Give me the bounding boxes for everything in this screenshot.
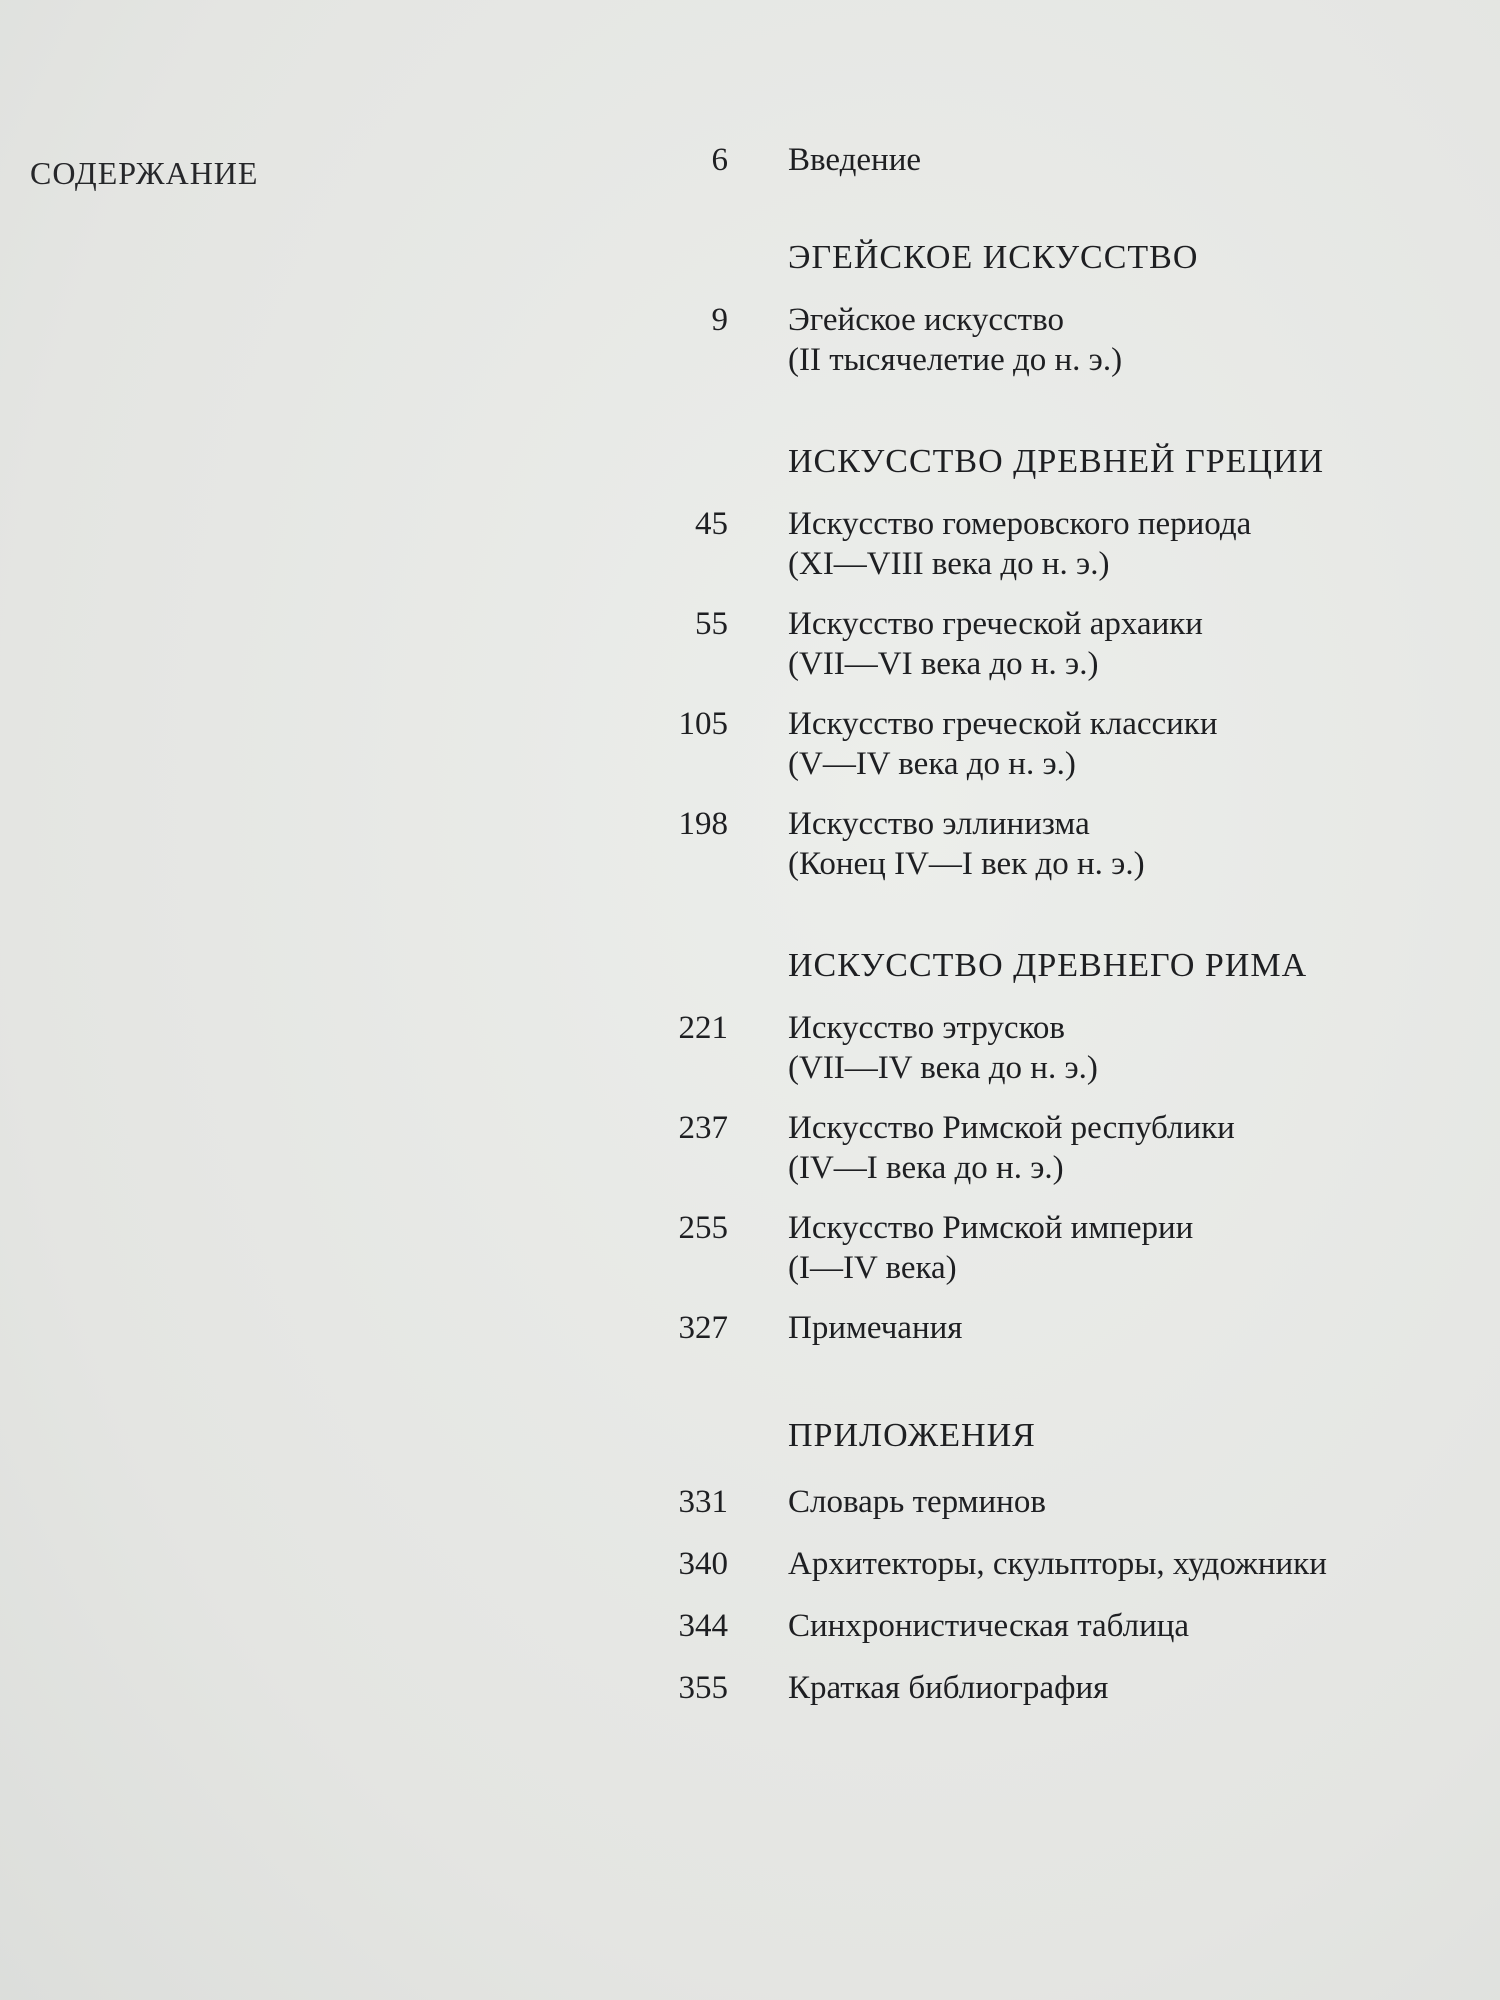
toc-entry[interactable] [640,1482,1460,1522]
entry-title: Введение [788,142,922,178]
page-number: 331 [678,1484,728,1520]
toc-entry[interactable] [640,604,1460,684]
page-number: 105 [678,706,728,742]
toc-entry[interactable] [640,1606,1460,1646]
entry-title: Синхронистическая таблица [788,1608,1190,1644]
entry-title: Краткая библиография [788,1670,1109,1706]
page-number: 198 [678,806,728,842]
page-number: 344 [678,1608,728,1644]
entry-title: Искусство этрусков [788,1010,1066,1046]
table-of-contents [640,140,1460,1730]
toc-entry-notes[interactable] [640,1308,1460,1348]
entry-period: (XI—VIII века до н. э.) [788,546,1110,582]
page-number: 340 [678,1546,728,1582]
toc-entry[interactable] [640,1208,1460,1288]
entry-period: (Конец IV—I век до н. э.) [788,846,1145,882]
entry-title: Искусство Римской империи [788,1210,1194,1246]
entry-title: Словарь терминов [788,1484,1046,1520]
page-number: 355 [678,1670,728,1706]
entry-title: Примечания [788,1310,963,1346]
entry-period: (I—IV века) [788,1250,957,1286]
page-number: 327 [678,1310,728,1346]
entry-period: (V—IV века до н. э.) [788,746,1076,782]
section-heading-rome: ИСКУССТВО ДРЕВНЕГО РИМА [788,947,1308,984]
page-number: 55 [695,606,728,642]
entry-title: Эгейское искусство [788,302,1064,338]
page-number: 45 [695,506,728,542]
entry-title: Искусство греческой классики [788,706,1218,742]
page-number: 237 [678,1110,728,1146]
toc-entry[interactable] [640,1108,1460,1188]
toc-entry[interactable] [640,504,1460,584]
toc-entry[interactable] [640,300,1460,380]
entry-title: Искусство гомеровского периода [788,506,1252,542]
entry-period: (VII—IV века до н. э.) [788,1050,1098,1086]
page-number: 255 [678,1210,728,1246]
entry-period: (VII—VI века до н. э.) [788,646,1099,682]
section-heading-appendix: ПРИЛОЖЕНИЯ [788,1417,1036,1454]
section-heading-greece: ИСКУССТВО ДРЕВНЕЙ ГРЕЦИИ [788,443,1325,480]
toc-entry-intro[interactable] [640,140,1460,180]
page-number: 9 [711,302,728,338]
entry-period: (II тысячелетие до н. э.) [788,342,1123,378]
toc-entry[interactable] [640,704,1460,784]
entry-title: Искусство эллинизма [788,806,1090,842]
toc-entry[interactable] [640,804,1460,884]
entry-title: Искусство Римской республики [788,1110,1235,1146]
document-title: СОДЕРЖАНИЕ [30,155,259,191]
toc-entry[interactable] [640,1544,1460,1584]
entry-title: Архитекторы, скульпторы, художники [788,1546,1327,1582]
entry-period: (IV—I века до н. э.) [788,1150,1064,1186]
entry-title: Искусство греческой архаики [788,606,1203,642]
page-number: 6 [711,142,728,178]
page-number: 221 [678,1010,728,1046]
toc-entry[interactable] [640,1008,1460,1088]
toc-entry[interactable] [640,1668,1460,1708]
section-heading-aegean: ЭГЕЙСКОЕ ИСКУССТВО [788,239,1199,276]
